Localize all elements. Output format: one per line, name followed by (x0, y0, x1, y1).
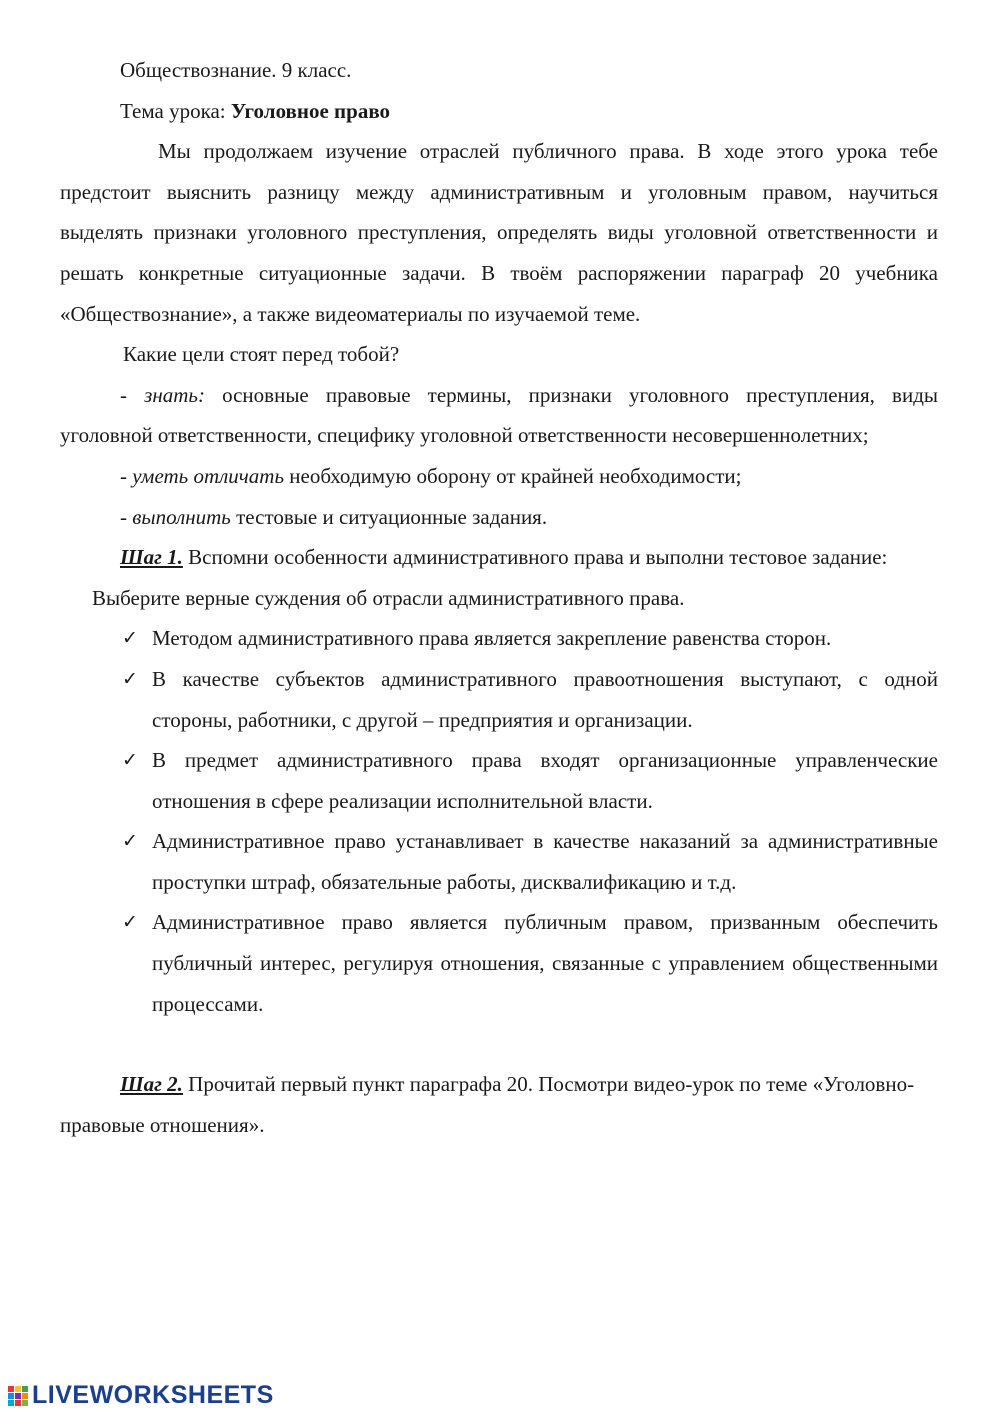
topic-title: Уголовное право (230, 98, 391, 123)
goals-question: Какие цели стоят перед тобой? (123, 342, 400, 367)
goal-text: основные правовые термины, признаки уголовного преступления, виды уголовной ответственности, специфику уголовной ответственности несовершеннолетних; (60, 382, 938, 448)
check-mark-icon: ✓ (122, 749, 138, 772)
answer-option-2[interactable] (122, 659, 938, 740)
answer-option-4[interactable] (122, 821, 938, 902)
subject-line (60, 50, 938, 91)
goal-verb: знать: (144, 382, 205, 407)
answer-option-3[interactable] (122, 740, 938, 821)
step1-label: Шаг 1. (120, 545, 183, 570)
spacer (60, 1024, 938, 1064)
answer-option-text: В предмет административного права входят организационные управленческие отношения в сфере реализации исполнительной власти. (152, 748, 938, 813)
answer-options-list (60, 618, 938, 1024)
goal-dash: - (120, 382, 145, 407)
check-mark-icon: ✓ (122, 627, 138, 650)
answer-option-1[interactable] (122, 618, 938, 659)
answer-option-text: Административное право является публичным правом, призванным обеспечить публичный интерес, регулируя отношения, связанные с управлением общественными процессами. (152, 910, 938, 1016)
step1-paragraph (60, 537, 938, 578)
intro-paragraph: Мы продолжаем изучение отраслей публичного права. В ходе этого урока тебе предстоит выяснить разницу между административным и уголовным правом, научиться выделять признаки уголовного преступления, определять виды уголовной ответственности и решать конкретные ситуационные задачи. В твоём распоряжении параграф 20 учебника «Обществознание», а также видеоматериалы по изучаемой теме. (60, 139, 938, 326)
answer-option-text: В качестве субъектов административного правоотношения выступают, с одной стороны, работники, с другой – предприятия и организации. (152, 666, 938, 732)
goal-text: тестовые и ситуационные задания. (230, 504, 548, 529)
goal-verb: уметь отличать (132, 463, 285, 488)
step2-paragraph (60, 1064, 938, 1145)
topic-prefix: Тема урока: (120, 98, 231, 123)
goal-item-complete (60, 497, 938, 538)
check-mark-icon: ✓ (122, 830, 138, 853)
topic-line (60, 91, 938, 132)
goal-dash: - (120, 504, 133, 529)
logo-brand-text: LIVEWORKSHEETS (32, 1381, 274, 1409)
check-mark-icon: ✓ (122, 667, 138, 690)
step2-text: Прочитай первый пункт параграфа 20. Посмотри видео-урок по теме «Уголовно-правовые отношения». (60, 1072, 915, 1137)
liveworksheets-logo (8, 1381, 274, 1410)
subject-text: Обществознание. 9 класс. (120, 58, 352, 82)
answer-option-5[interactable] (122, 902, 938, 1024)
step1-text: Вспомни особенности административного права и выполни тестовое задание: (182, 545, 888, 570)
step2-label: Шаг 2. (120, 1072, 183, 1097)
goal-item-know (60, 375, 938, 456)
goal-verb: выполнить (132, 504, 231, 529)
goal-item-distinguish (60, 456, 938, 497)
check-mark-icon: ✓ (122, 911, 138, 934)
goal-dash: - (120, 463, 133, 488)
answer-option-text: Методом административного права является закрепление равенства сторон. (152, 626, 832, 651)
step1-question: Выберите верные суждения об отрасли административного права. (92, 585, 685, 610)
logo-grid-icon (8, 1386, 28, 1406)
goal-text: необходимую оборону от крайней необходимости; (284, 463, 742, 488)
answer-option-text: Административное право устанавливает в качестве наказаний за административные проступки штраф, обязательные работы, дисквалификацию и т.д. (152, 829, 938, 894)
worksheet-page (60, 50, 938, 1145)
